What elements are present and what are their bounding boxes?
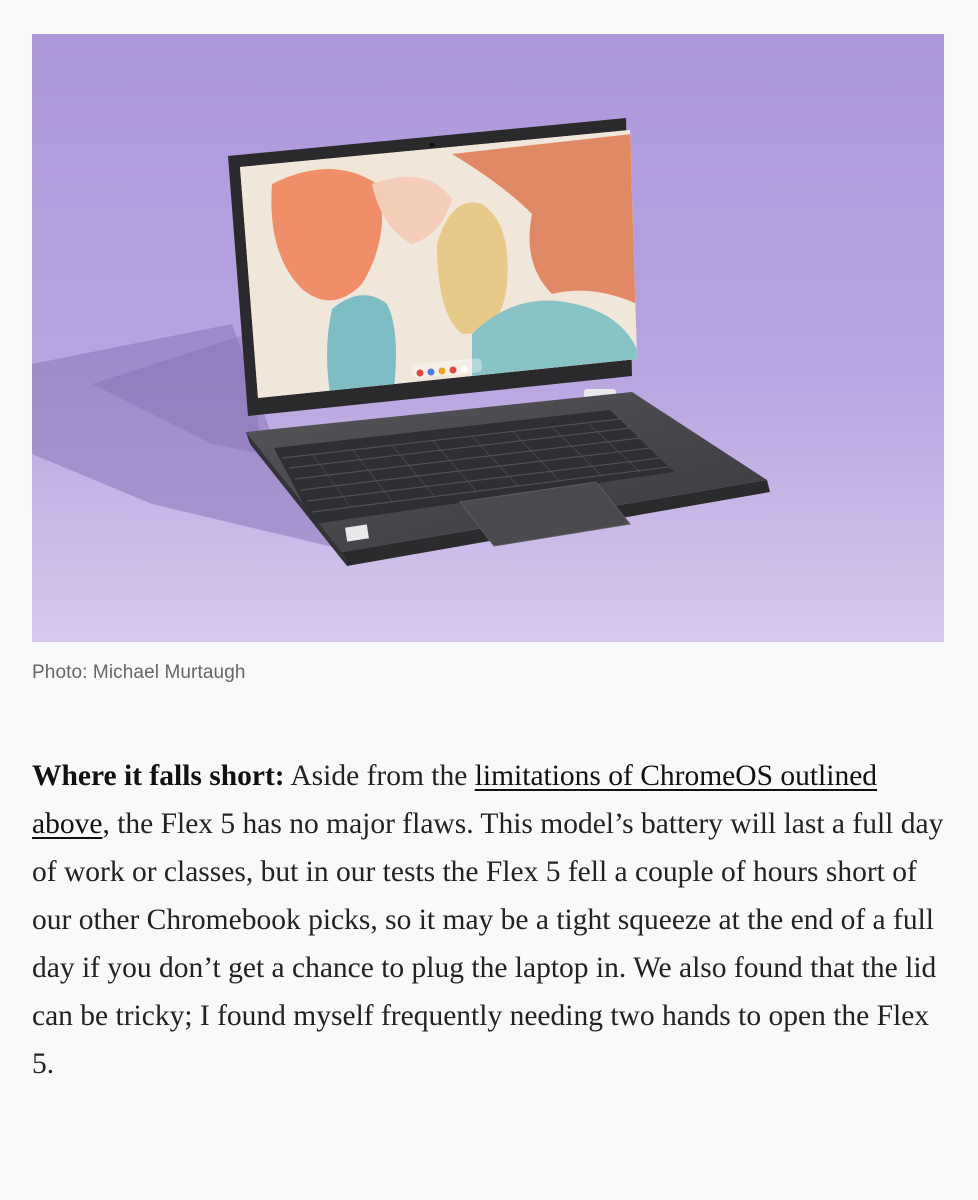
product-photo [32, 34, 944, 642]
article-paragraph [32, 752, 946, 1088]
paragraph-text-intro: Aside from the [284, 760, 475, 792]
photo-credit: Photo: Michael Murtaugh [32, 662, 246, 683]
chromeos-limitations-link[interactable]: limitations of ChromeOS outlined above [32, 760, 878, 840]
laptop-image [32, 34, 944, 642]
paragraph-text-body: , the Flex 5 has no major flaws. This model’s battery will last a full day of work or classes, but in our tests the Flex 5 fell a couple of hours short of our other Chromebook picks, so it may be a tight squeeze at the end of a full day if you don’t get a chance to plug the laptop in. We also found that the lid can be tricky; I found myself frequently needing two hands to open the Flex 5. [32, 808, 944, 1080]
paragraph-lead: Where it falls short: [32, 760, 285, 792]
